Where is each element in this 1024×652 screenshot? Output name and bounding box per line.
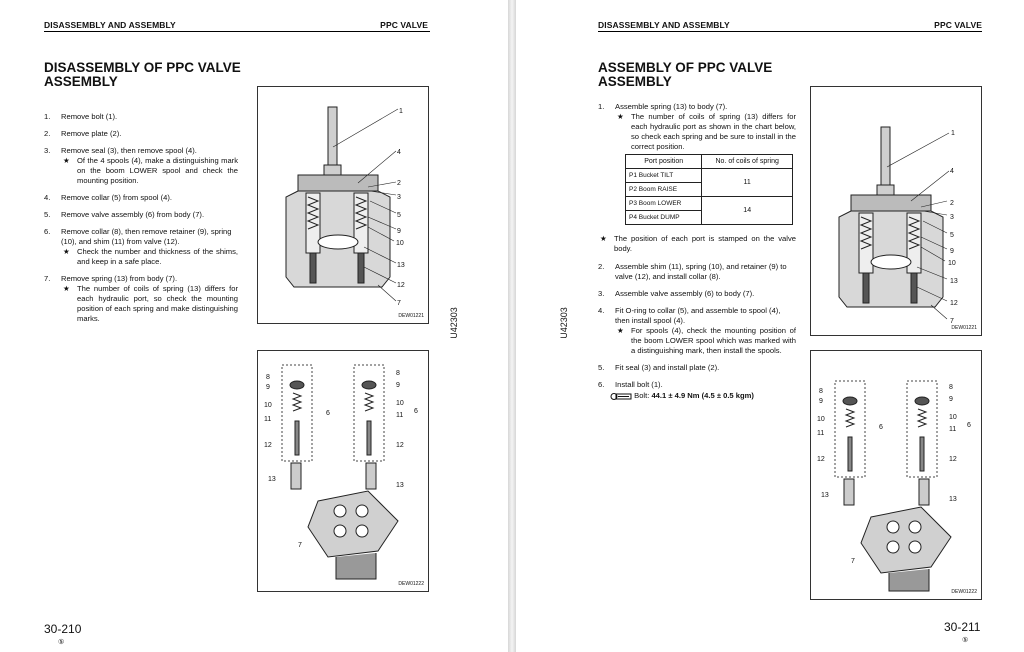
callout-11b: 11 xyxy=(949,426,957,433)
right-side-code: U42303 xyxy=(558,307,569,339)
right-step-2 xyxy=(598,262,796,282)
note-text: The position of each port is stamped on the valve body. xyxy=(614,234,796,253)
right-title-line-1: ASSEMBLY OF PPC VALVE xyxy=(598,60,773,75)
callout-9: 9 xyxy=(397,228,401,235)
left-page xyxy=(0,0,508,652)
callout-10: 10 xyxy=(396,240,404,247)
star-icon: ★ xyxy=(63,156,70,165)
callout-7: 7 xyxy=(851,558,855,565)
right-steps-continued xyxy=(598,234,796,401)
step-note xyxy=(615,326,796,356)
left-figure-valve-section xyxy=(257,86,429,324)
step-text: Fit seal (3) and install plate (2). xyxy=(615,363,720,372)
callout-6: 6 xyxy=(326,410,330,417)
left-header-topic: PPC VALVE xyxy=(380,20,428,30)
left-revision: ⑤ xyxy=(58,639,65,646)
callout-10: 10 xyxy=(264,402,272,409)
note-text: The number of coils of spring (13) differs for each hydraulic port, so check the mounting position of each spring and make distinguishing marks. xyxy=(77,284,238,323)
callout-13: 13 xyxy=(397,262,405,269)
step-number: 5. xyxy=(44,210,51,219)
star-icon: ★ xyxy=(63,247,70,256)
figure-code: DEW01221 xyxy=(398,313,424,319)
callout-8b: 8 xyxy=(949,384,953,391)
right-step-6 xyxy=(598,380,796,390)
step-number: 6. xyxy=(598,380,605,389)
step-number: 3. xyxy=(44,146,51,155)
callout-9b: 9 xyxy=(396,382,400,389)
left-side-code: U42303 xyxy=(448,307,459,339)
callout-12b: 12 xyxy=(949,456,957,463)
step-number: 5. xyxy=(598,363,605,372)
star-icon: ★ xyxy=(63,284,70,293)
callout-7: 7 xyxy=(397,300,401,307)
valve-cross-section-diagram xyxy=(811,87,981,335)
callout-1: 1 xyxy=(399,108,403,115)
callout-12: 12 xyxy=(264,442,272,449)
right-header-rule xyxy=(598,31,982,32)
table-cell-coils: 14 xyxy=(702,197,793,225)
note-text: Of the 4 spools (4), make a distinguishing mark on the boom LOWER spool and check the mounting position. xyxy=(77,156,238,185)
exploded-valve-diagram xyxy=(811,351,981,599)
callout-9b: 9 xyxy=(949,396,953,403)
valve-cross-section-diagram xyxy=(258,87,428,323)
left-page-number: 30-210 xyxy=(44,622,82,636)
torque-wrench-icon xyxy=(610,392,632,401)
callout-5: 5 xyxy=(397,212,401,219)
table-cell-port: P1 Bucket TILT xyxy=(626,169,702,183)
step-text: Assemble valve assembly (6) to body (7). xyxy=(615,289,755,298)
step-text: Remove plate (2). xyxy=(61,129,122,138)
star-icon: ★ xyxy=(617,326,624,335)
step-number: 4. xyxy=(44,193,51,202)
callout-4: 4 xyxy=(397,149,401,156)
torque-label: Bolt: xyxy=(634,391,650,400)
callout-4: 4 xyxy=(950,168,954,175)
step-text: Remove collar (8), then remove retainer (9), spring (10), and shim (11) from valve (12). xyxy=(61,227,232,246)
callout-7: 7 xyxy=(950,318,954,325)
torque-value: 44.1 ± 4.9 Nm (4.5 ± 0.5 kgm) xyxy=(651,391,754,400)
book-gutter xyxy=(508,0,516,652)
table-header-coils: No. of coils of spring xyxy=(702,155,793,169)
left-step-6 xyxy=(44,227,238,267)
left-header-rule xyxy=(44,31,430,32)
callout-13b: 13 xyxy=(396,482,404,489)
step-number: 4. xyxy=(598,306,605,315)
step-number: 3. xyxy=(598,289,605,298)
table-cell-coils: 11 xyxy=(702,169,793,197)
note-text: The number of coils of spring (13) differs for each hydraulic port as shown in the chart below, so check each spring and be sure to install in the correct position. xyxy=(631,112,796,151)
right-page xyxy=(516,0,1024,652)
figure-code: DEW01222 xyxy=(951,589,977,595)
table-note xyxy=(598,234,796,254)
table-cell-port: P3 Boom LOWER xyxy=(626,197,702,211)
step-text: Assemble shim (11), spring (10), and retainer (9) to valve (12), and install collar (8). xyxy=(615,262,787,281)
callout-5: 5 xyxy=(950,232,954,239)
callout-12: 12 xyxy=(817,456,825,463)
right-steps xyxy=(598,102,796,156)
right-step-1 xyxy=(598,102,796,152)
step-number: 6. xyxy=(44,227,51,236)
right-step-4 xyxy=(598,306,796,356)
callout-9: 9 xyxy=(819,398,823,405)
step-note xyxy=(61,156,238,186)
figure-code: DEW01222 xyxy=(398,581,424,587)
step-text: Install bolt (1). xyxy=(615,380,663,389)
step-text: Remove bolt (1). xyxy=(61,112,118,121)
callout-3: 3 xyxy=(950,214,954,221)
right-revision: ⑤ xyxy=(962,637,969,644)
step-number: 1. xyxy=(598,102,605,111)
callout-9: 9 xyxy=(266,384,270,391)
step-note xyxy=(61,247,238,267)
table-cell-port: P4 Bucket DUMP xyxy=(626,211,702,225)
callout-8: 8 xyxy=(819,388,823,395)
callout-2: 2 xyxy=(397,180,401,187)
right-page-number: 30-211 xyxy=(944,620,981,634)
step-text: Fit O-ring to collar (5), and assemble to spool (4), then install spool (4). xyxy=(615,306,781,325)
callout-3: 3 xyxy=(397,194,401,201)
left-title xyxy=(44,61,241,88)
left-step-4 xyxy=(44,193,238,203)
spring-coil-table xyxy=(625,154,793,225)
callout-13b: 13 xyxy=(949,496,957,503)
exploded-valve-diagram xyxy=(258,351,428,591)
step-note xyxy=(615,112,796,152)
note-text: For spools (4), check the mounting position of the boom LOWER spool which was marked with a distinguishing mark, then install the spools. xyxy=(631,326,796,355)
figure-code: DEW01221 xyxy=(951,325,977,331)
callout-12: 12 xyxy=(950,300,958,307)
callout-6b: 6 xyxy=(967,422,971,429)
star-icon: ★ xyxy=(617,112,624,121)
callout-8: 8 xyxy=(266,374,270,381)
callout-10: 10 xyxy=(817,416,825,423)
right-step-3 xyxy=(598,289,796,299)
step-note xyxy=(61,284,238,324)
step-text: Remove seal (3), then remove spool (4). xyxy=(61,146,197,155)
right-step-5 xyxy=(598,363,796,373)
left-steps xyxy=(44,112,238,331)
right-header-section: DISASSEMBLY AND ASSEMBLY xyxy=(598,20,730,30)
callout-6b: 6 xyxy=(414,408,418,415)
left-step-7 xyxy=(44,274,238,324)
callout-10b: 10 xyxy=(949,414,957,421)
step-text: Remove collar (5) from spool (4). xyxy=(61,193,172,202)
callout-13: 13 xyxy=(268,476,276,483)
left-title-line-2: ASSEMBLY xyxy=(44,73,118,89)
callout-10: 10 xyxy=(948,260,956,267)
left-step-5 xyxy=(44,210,238,220)
left-step-3 xyxy=(44,146,238,186)
step-number: 2. xyxy=(598,262,605,271)
table-cell-port: P2 Boom RAISE xyxy=(626,183,702,197)
step-text: Assemble spring (13) to body (7). xyxy=(615,102,728,111)
callout-11: 11 xyxy=(264,416,272,423)
left-title-line-1: DISASSEMBLY OF PPC VALVE xyxy=(44,60,241,75)
step-text: Remove valve assembly (6) from body (7). xyxy=(61,210,205,219)
torque-spec xyxy=(598,391,796,401)
table-header-port: Port position xyxy=(626,155,702,169)
left-header-section: DISASSEMBLY AND ASSEMBLY xyxy=(44,20,176,30)
left-step-1 xyxy=(44,112,238,122)
callout-11b: 11 xyxy=(396,412,404,419)
callout-12: 12 xyxy=(397,282,405,289)
callout-13: 13 xyxy=(950,278,958,285)
step-number: 2. xyxy=(44,129,51,138)
right-figure-valve-section xyxy=(810,86,982,336)
callout-13: 13 xyxy=(821,492,829,499)
callout-9: 9 xyxy=(950,248,954,255)
right-title xyxy=(598,61,772,88)
right-title-line-2: ASSEMBLY xyxy=(598,73,672,89)
callout-12b: 12 xyxy=(396,442,404,449)
step-text: Remove spring (13) from body (7). xyxy=(61,274,178,283)
callout-11: 11 xyxy=(817,430,825,437)
step-number: 1. xyxy=(44,112,51,121)
callout-1: 1 xyxy=(951,130,955,137)
callout-8b: 8 xyxy=(396,370,400,377)
right-header-topic: PPC VALVE xyxy=(934,20,982,30)
callout-6: 6 xyxy=(879,424,883,431)
note-text: Check the number and thickness of the shims, and keep in a safe place. xyxy=(77,247,238,266)
left-step-2 xyxy=(44,129,238,139)
callout-2: 2 xyxy=(950,200,954,207)
right-figure-exploded xyxy=(810,350,982,600)
star-icon: ★ xyxy=(600,234,607,243)
callout-10b: 10 xyxy=(396,400,404,407)
callout-7: 7 xyxy=(298,542,302,549)
left-figure-exploded xyxy=(257,350,429,592)
step-number: 7. xyxy=(44,274,51,283)
